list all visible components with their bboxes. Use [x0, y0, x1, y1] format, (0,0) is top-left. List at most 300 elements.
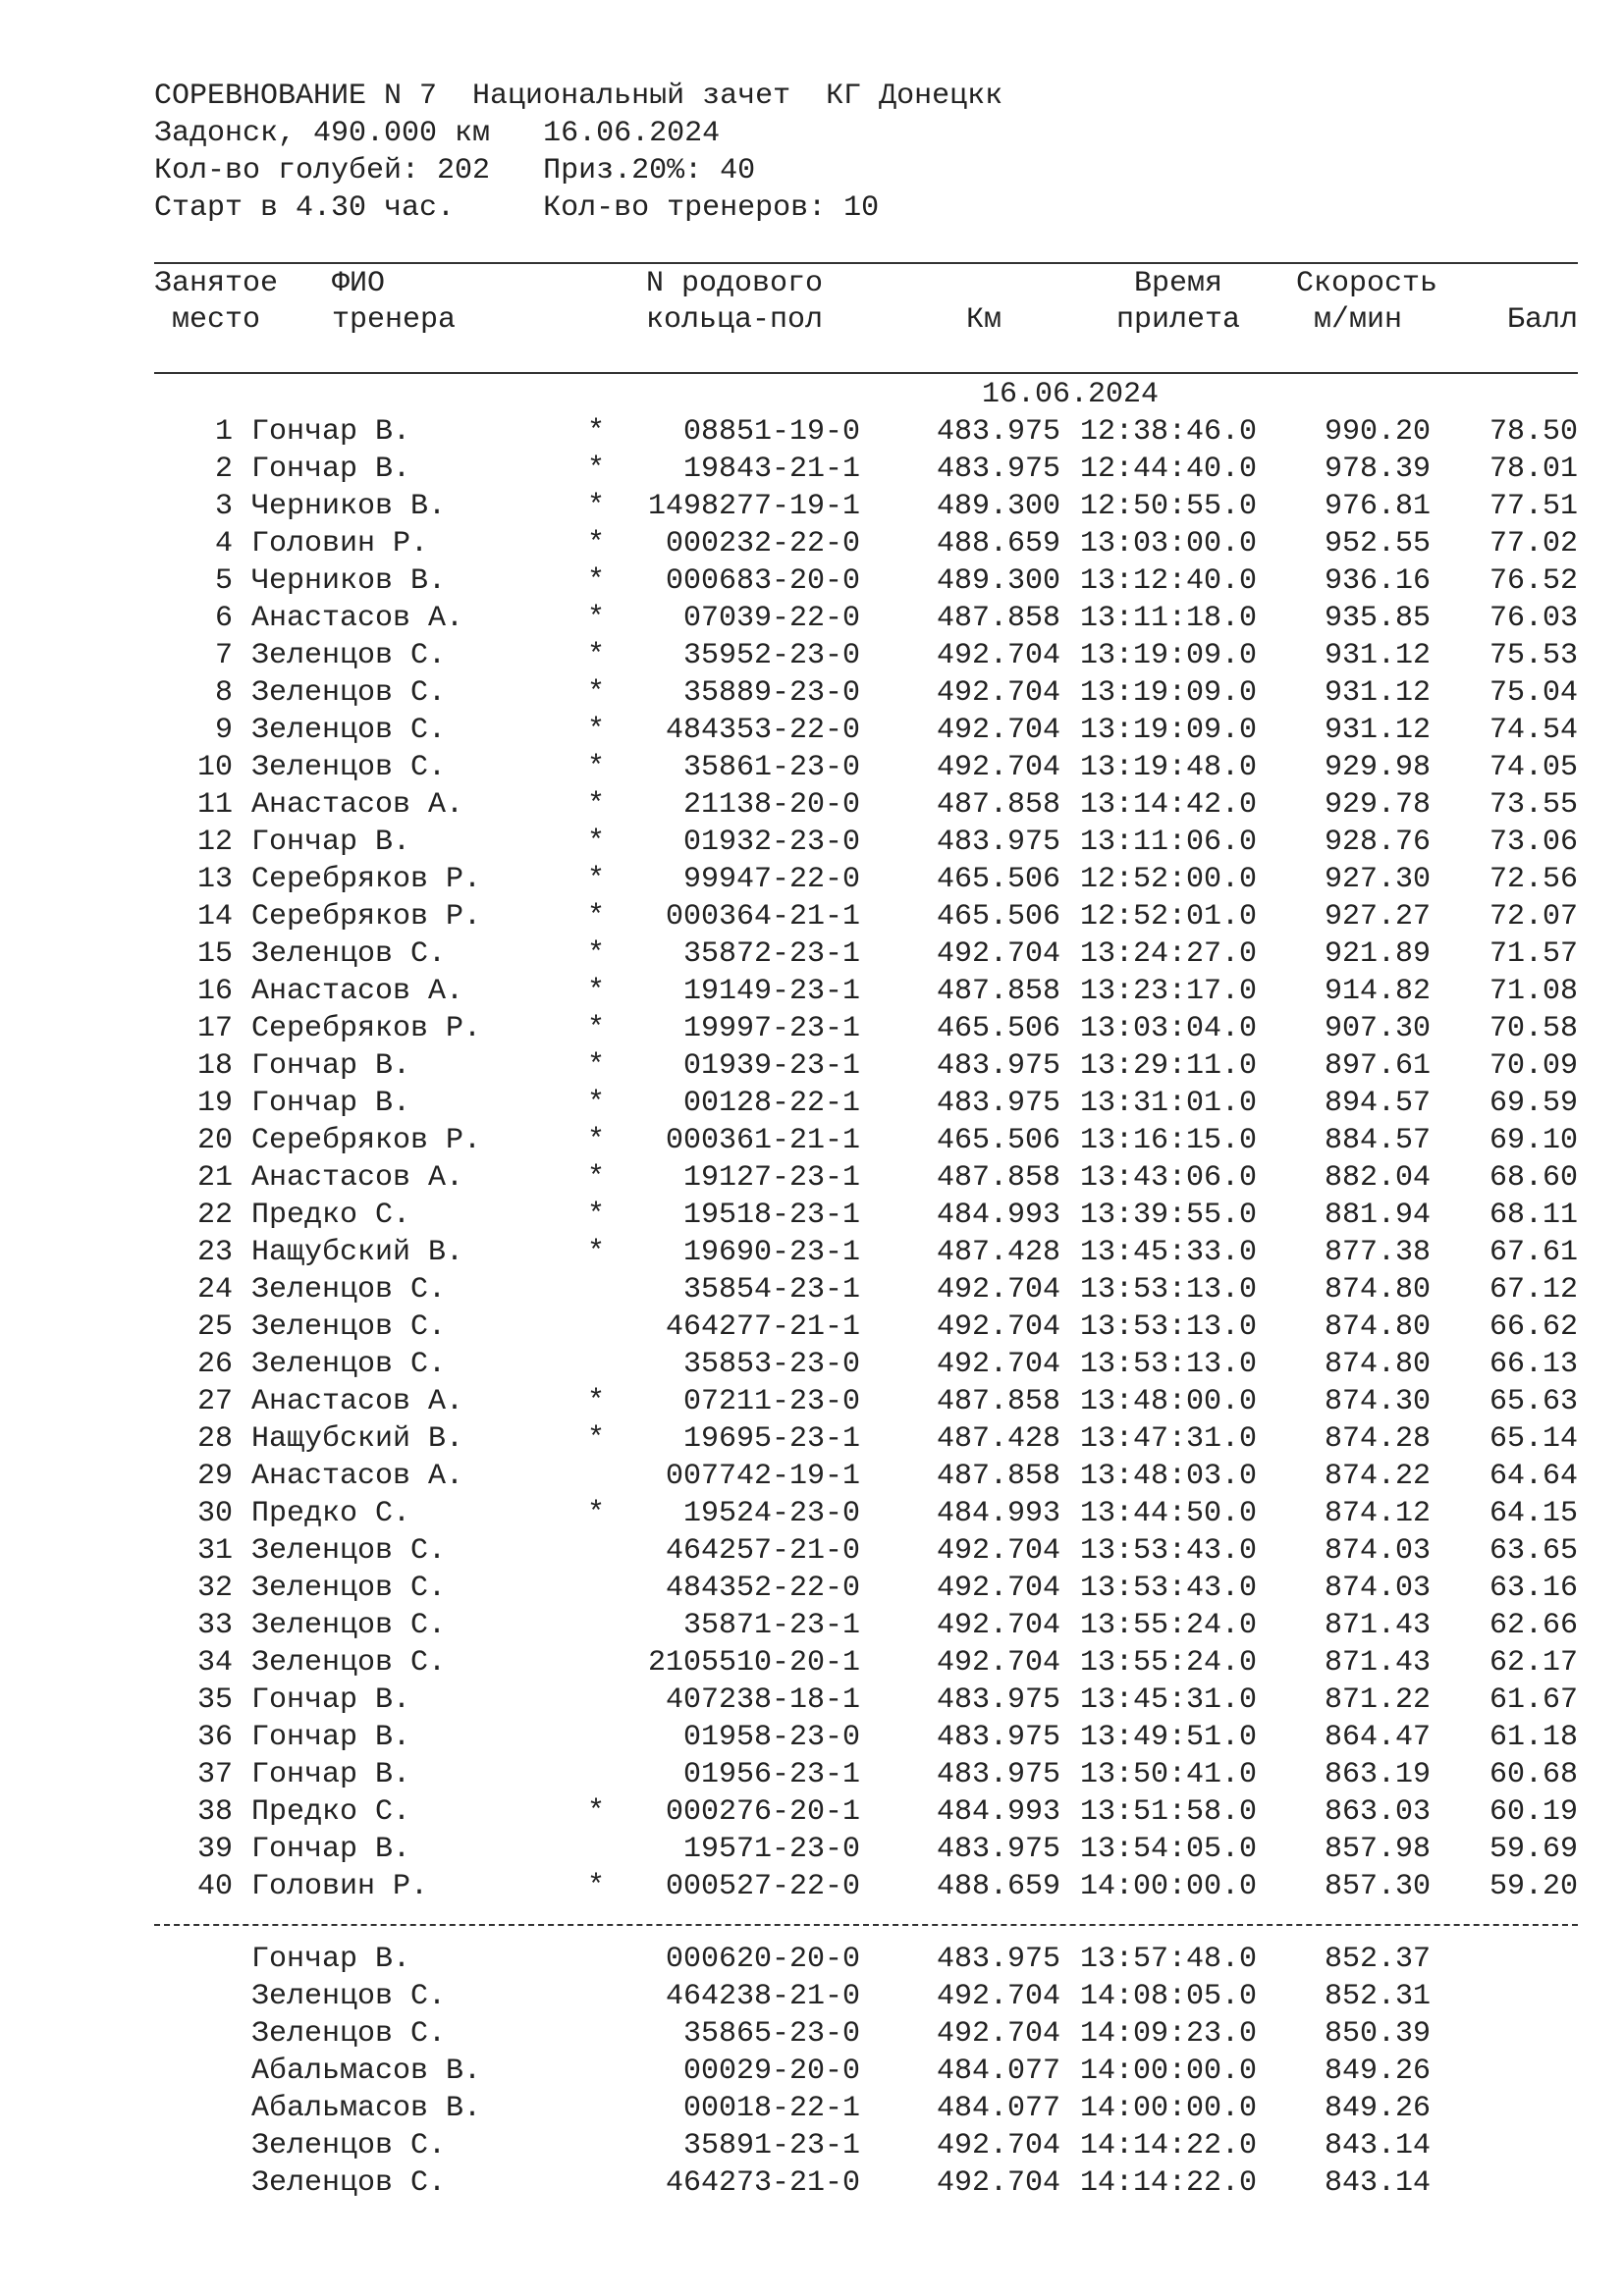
- cell-km: 492.704: [936, 1534, 1060, 1568]
- cell-time: 14:08:05.0: [1080, 1980, 1258, 2013]
- cell-ring: 35861-23-0: [682, 751, 860, 784]
- header-counts: Кол-во голубей: 202 Приз.20%: 40: [154, 154, 756, 187]
- cell-time: 13:31:01.0: [1080, 1087, 1258, 1120]
- cell-km: 487.858: [936, 975, 1060, 1008]
- cell-mark: *: [587, 1236, 606, 1269]
- cell-place: 25: [196, 1310, 233, 1344]
- cell-ring: 01939-23-1: [682, 1049, 860, 1083]
- cell-km: 483.975: [936, 1833, 1060, 1866]
- cell-km: 492.704: [936, 2166, 1060, 2200]
- cell-score: 63.65: [1489, 1534, 1578, 1568]
- cell-name: Серебряков Р.: [251, 900, 482, 934]
- cell-km: 488.659: [936, 527, 1060, 561]
- cell-name: Предко С.: [251, 1199, 411, 1232]
- cell-ring: 464238-21-0: [665, 1980, 860, 2013]
- cell-ring: 464273-21-0: [665, 2166, 860, 2200]
- cell-speed: 852.31: [1324, 1980, 1431, 2013]
- cell-place: 18: [196, 1049, 233, 1083]
- cell-name: Зеленцов С.: [251, 1310, 447, 1344]
- cell-time: 13:11:18.0: [1080, 602, 1258, 635]
- cell-time: 12:52:01.0: [1080, 900, 1258, 934]
- cell-speed: 936.16: [1324, 564, 1431, 598]
- cell-time: 13:54:05.0: [1080, 1833, 1258, 1866]
- cell-ring: 19997-23-1: [682, 1012, 860, 1045]
- cell-speed: 849.26: [1324, 2092, 1431, 2125]
- cell-km: 492.704: [936, 639, 1060, 672]
- cell-name: Предко С.: [251, 1497, 411, 1530]
- cell-mark: *: [587, 714, 606, 747]
- cell-speed: 931.12: [1324, 714, 1431, 747]
- cell-name: Гончар В.: [251, 1758, 411, 1791]
- cell-name: Зеленцов С.: [251, 1534, 447, 1568]
- cell-score: 77.51: [1489, 490, 1578, 523]
- cell-place: 2: [214, 453, 233, 486]
- col-header-score: Балл: [1506, 303, 1578, 337]
- cell-ring: 00128-22-1: [682, 1087, 860, 1120]
- cell-ring: 19149-23-1: [682, 975, 860, 1008]
- cell-place: 21: [196, 1161, 233, 1195]
- cell-place: 17: [196, 1012, 233, 1045]
- cell-km: 483.975: [936, 1049, 1060, 1083]
- cell-ring: 99947-22-0: [682, 863, 860, 896]
- col-header-place: Занятое место: [154, 267, 279, 337]
- cell-mark: *: [587, 1049, 606, 1083]
- cell-time: 13:57:48.0: [1080, 1943, 1258, 1976]
- table-top-rule: [154, 262, 1578, 264]
- header-bottom-rule: [154, 372, 1578, 374]
- cell-name: Гончар В.: [251, 1683, 411, 1717]
- cell-place: 8: [214, 676, 233, 710]
- cell-place: 30: [196, 1497, 233, 1530]
- cell-time: 13:19:09.0: [1080, 714, 1258, 747]
- cell-ring: 19524-23-0: [682, 1497, 860, 1530]
- cell-score: 76.03: [1489, 602, 1578, 635]
- cell-name: Анастасов А.: [251, 1385, 464, 1418]
- cell-speed: 881.94: [1324, 1199, 1431, 1232]
- cell-speed: 864.47: [1324, 1721, 1431, 1754]
- cell-speed: 843.14: [1324, 2166, 1431, 2200]
- cell-time: 12:52:00.0: [1080, 863, 1258, 896]
- cell-time: 13:48:03.0: [1080, 1460, 1258, 1493]
- cell-km: 487.858: [936, 788, 1060, 822]
- cell-mark: *: [587, 639, 606, 672]
- cell-mark: *: [587, 751, 606, 784]
- cell-ring: 464257-21-0: [665, 1534, 860, 1568]
- cell-ring: 35865-23-0: [682, 2017, 860, 2051]
- cell-name: Головин Р.: [251, 527, 429, 561]
- cell-name: Анастасов А.: [251, 975, 464, 1008]
- cell-time: 13:55:24.0: [1080, 1646, 1258, 1680]
- cell-time: 14:00:00.0: [1080, 2055, 1258, 2088]
- cell-km: 484.077: [936, 2092, 1060, 2125]
- cell-km: 484.993: [936, 1199, 1060, 1232]
- cell-ring: 19127-23-1: [682, 1161, 860, 1195]
- cell-km: 492.704: [936, 1273, 1060, 1307]
- cell-time: 13:19:48.0: [1080, 751, 1258, 784]
- cell-km: 483.975: [936, 415, 1060, 449]
- cell-km: 483.975: [936, 1087, 1060, 1120]
- cell-score: 70.58: [1489, 1012, 1578, 1045]
- header-title: СОРЕВНОВАНИЕ N 7 Национальный зачет КГ Донецкк: [154, 80, 1003, 113]
- cell-time: 14:00:00.0: [1080, 1870, 1258, 1903]
- cell-place: 9: [214, 714, 233, 747]
- cell-speed: 871.22: [1324, 1683, 1431, 1717]
- cell-speed: 850.39: [1324, 2017, 1431, 2051]
- cell-score: 74.05: [1489, 751, 1578, 784]
- cell-ring: 19518-23-1: [682, 1199, 860, 1232]
- cell-km: 465.506: [936, 1124, 1060, 1157]
- cell-km: 489.300: [936, 564, 1060, 598]
- cell-mark: *: [587, 975, 606, 1008]
- cell-ring: 08851-19-0: [682, 415, 860, 449]
- cell-speed: 952.55: [1324, 527, 1431, 561]
- cell-ring: 000232-22-0: [665, 527, 860, 561]
- cell-time: 13:51:58.0: [1080, 1795, 1258, 1829]
- cell-km: 487.858: [936, 1385, 1060, 1418]
- cell-ring: 19695-23-1: [682, 1422, 860, 1456]
- cell-speed: 874.03: [1324, 1572, 1431, 1605]
- cell-name: Гончар В.: [251, 826, 411, 859]
- cell-ring: 000527-22-0: [665, 1870, 860, 1903]
- date-label: 16.06.2024: [982, 378, 1160, 411]
- cell-ring: 35952-23-0: [682, 639, 860, 672]
- cell-ring: 01932-23-0: [682, 826, 860, 859]
- cell-speed: 929.78: [1324, 788, 1431, 822]
- cell-score: 70.09: [1489, 1049, 1578, 1083]
- cell-mark: *: [587, 937, 606, 971]
- cell-mark: *: [587, 1012, 606, 1045]
- cell-time: 14:00:00.0: [1080, 2092, 1258, 2125]
- cell-speed: 914.82: [1324, 975, 1431, 1008]
- cell-mark: *: [587, 1385, 606, 1418]
- cell-name: Гончар В.: [251, 1943, 411, 1976]
- cell-mark: *: [587, 1087, 606, 1120]
- cell-place: 10: [196, 751, 233, 784]
- cell-ring: 35872-23-1: [682, 937, 860, 971]
- cell-time: 13:43:06.0: [1080, 1161, 1258, 1195]
- cell-place: 27: [196, 1385, 233, 1418]
- cell-speed: 921.89: [1324, 937, 1431, 971]
- cell-time: 13:11:06.0: [1080, 826, 1258, 859]
- cell-mark: *: [587, 602, 606, 635]
- cell-score: 68.60: [1489, 1161, 1578, 1195]
- cell-place: 3: [214, 490, 233, 523]
- cell-place: 28: [196, 1422, 233, 1456]
- cell-score: 68.11: [1489, 1199, 1578, 1232]
- cell-ring: 19690-23-1: [682, 1236, 860, 1269]
- cell-ring: 000276-20-1: [665, 1795, 860, 1829]
- cell-score: 66.13: [1489, 1348, 1578, 1381]
- cell-speed: 928.76: [1324, 826, 1431, 859]
- cell-place: 26: [196, 1348, 233, 1381]
- cell-km: 489.300: [936, 490, 1060, 523]
- cell-place: 23: [196, 1236, 233, 1269]
- cell-time: 13:03:00.0: [1080, 527, 1258, 561]
- cell-mark: *: [587, 415, 606, 449]
- cell-time: 13:39:55.0: [1080, 1199, 1258, 1232]
- cell-km: 484.993: [936, 1795, 1060, 1829]
- cell-km: 483.975: [936, 1683, 1060, 1717]
- cell-score: 60.19: [1489, 1795, 1578, 1829]
- cell-km: 487.858: [936, 1460, 1060, 1493]
- cell-speed: 874.12: [1324, 1497, 1431, 1530]
- cell-ring: 35854-23-1: [682, 1273, 860, 1307]
- cell-time: 13:55:24.0: [1080, 1609, 1258, 1642]
- cell-name: Нащубский В.: [251, 1236, 464, 1269]
- cell-mark: *: [587, 564, 606, 598]
- cell-km: 483.975: [936, 1758, 1060, 1791]
- cell-place: 6: [214, 602, 233, 635]
- cell-ring: 464277-21-1: [665, 1310, 860, 1344]
- cell-km: 487.858: [936, 602, 1060, 635]
- cell-km: 484.077: [936, 2055, 1060, 2088]
- cell-speed: 852.37: [1324, 1943, 1431, 1976]
- cell-time: 13:53:13.0: [1080, 1348, 1258, 1381]
- cell-km: 492.704: [936, 751, 1060, 784]
- cell-mark: *: [587, 900, 606, 934]
- cell-name: Гончар В.: [251, 1721, 411, 1754]
- cell-score: 63.16: [1489, 1572, 1578, 1605]
- cell-km: 492.704: [936, 1646, 1060, 1680]
- cell-speed: 849.26: [1324, 2055, 1431, 2088]
- cell-score: 59.69: [1489, 1833, 1578, 1866]
- cell-score: 73.06: [1489, 826, 1578, 859]
- cell-score: 75.04: [1489, 676, 1578, 710]
- cell-time: 14:14:22.0: [1080, 2166, 1258, 2200]
- cell-ring: 000620-20-0: [665, 1943, 860, 1976]
- cell-name: Серебряков Р.: [251, 863, 482, 896]
- cell-ring: 407238-18-1: [665, 1683, 860, 1717]
- cell-score: 71.08: [1489, 975, 1578, 1008]
- cell-name: Нащубский В.: [251, 1422, 464, 1456]
- cell-name: Анастасов А.: [251, 1161, 464, 1195]
- cell-km: 483.975: [936, 826, 1060, 859]
- cell-score: 71.57: [1489, 937, 1578, 971]
- cell-mark: *: [587, 527, 606, 561]
- cell-place: 11: [196, 788, 233, 822]
- cell-ring: 07039-22-0: [682, 602, 860, 635]
- cell-name: Зеленцов С.: [251, 1572, 447, 1605]
- cell-place: 29: [196, 1460, 233, 1493]
- cell-km: 465.506: [936, 863, 1060, 896]
- cell-time: 13:45:33.0: [1080, 1236, 1258, 1269]
- cell-mark: *: [587, 453, 606, 486]
- cell-place: 31: [196, 1534, 233, 1568]
- cell-km: 492.704: [936, 1310, 1060, 1344]
- cell-ring: 19843-21-1: [682, 453, 860, 486]
- cell-place: 7: [214, 639, 233, 672]
- cell-speed: 857.30: [1324, 1870, 1431, 1903]
- cell-name: Гончар В.: [251, 1087, 411, 1120]
- cell-name: Черников В.: [251, 490, 447, 523]
- cell-speed: 874.80: [1324, 1348, 1431, 1381]
- cell-name: Серебряков Р.: [251, 1012, 482, 1045]
- cell-mark: *: [587, 788, 606, 822]
- cell-speed: 877.38: [1324, 1236, 1431, 1269]
- cell-km: 487.428: [936, 1236, 1060, 1269]
- cell-time: 13:53:43.0: [1080, 1534, 1258, 1568]
- cell-km: 492.704: [936, 676, 1060, 710]
- cell-ring: 00018-22-1: [682, 2092, 860, 2125]
- cell-mark: *: [587, 1795, 606, 1829]
- cell-name: Зеленцов С.: [251, 1646, 447, 1680]
- cell-speed: 863.03: [1324, 1795, 1431, 1829]
- cell-ring: 01956-23-1: [682, 1758, 860, 1791]
- col-header-time: Время прилета: [1115, 267, 1241, 337]
- cell-time: 13:49:51.0: [1080, 1721, 1258, 1754]
- cell-score: 72.07: [1489, 900, 1578, 934]
- cell-score: 69.59: [1489, 1087, 1578, 1120]
- cell-name: Зеленцов С.: [251, 2166, 447, 2200]
- cell-km: 492.704: [936, 1348, 1060, 1381]
- cell-time: 13:53:13.0: [1080, 1273, 1258, 1307]
- cell-name: Зеленцов С.: [251, 714, 447, 747]
- cell-km: 492.704: [936, 1980, 1060, 2013]
- cell-score: 77.02: [1489, 527, 1578, 561]
- cell-km: 492.704: [936, 1572, 1060, 1605]
- cell-speed: 874.80: [1324, 1273, 1431, 1307]
- cell-place: 36: [196, 1721, 233, 1754]
- cell-mark: *: [587, 1161, 606, 1195]
- cell-score: 65.63: [1489, 1385, 1578, 1418]
- cell-time: 14:14:22.0: [1080, 2129, 1258, 2163]
- cell-speed: 978.39: [1324, 453, 1431, 486]
- cell-speed: 990.20: [1324, 415, 1431, 449]
- cell-place: 4: [214, 527, 233, 561]
- cell-score: 78.50: [1489, 415, 1578, 449]
- cell-name: Анастасов А.: [251, 602, 464, 635]
- cell-name: Зеленцов С.: [251, 1273, 447, 1307]
- cell-ring: 35889-23-0: [682, 676, 860, 710]
- cell-place: 32: [196, 1572, 233, 1605]
- cell-speed: 931.12: [1324, 639, 1431, 672]
- cell-speed: 874.80: [1324, 1310, 1431, 1344]
- cell-speed: 897.61: [1324, 1049, 1431, 1083]
- cell-ring: 35871-23-1: [682, 1609, 860, 1642]
- cell-speed: 927.27: [1324, 900, 1431, 934]
- cell-ring: 1498277-19-1: [647, 490, 860, 523]
- cell-score: 62.17: [1489, 1646, 1578, 1680]
- cell-time: 12:38:46.0: [1080, 415, 1258, 449]
- cell-ring: 01958-23-0: [682, 1721, 860, 1754]
- cell-speed: 935.85: [1324, 602, 1431, 635]
- cell-place: 12: [196, 826, 233, 859]
- cell-place: 38: [196, 1795, 233, 1829]
- cell-km: 492.704: [936, 937, 1060, 971]
- cell-km: 487.428: [936, 1422, 1060, 1456]
- cell-time: 13:03:04.0: [1080, 1012, 1258, 1045]
- cell-km: 465.506: [936, 1012, 1060, 1045]
- cell-time: 13:53:43.0: [1080, 1572, 1258, 1605]
- cell-score: 65.14: [1489, 1422, 1578, 1456]
- cell-speed: 874.03: [1324, 1534, 1431, 1568]
- cell-speed: 874.22: [1324, 1460, 1431, 1493]
- cell-time: 13:45:31.0: [1080, 1683, 1258, 1717]
- cell-score: 75.53: [1489, 639, 1578, 672]
- cell-place: 39: [196, 1833, 233, 1866]
- cell-time: 13:16:15.0: [1080, 1124, 1258, 1157]
- cell-name: Предко С.: [251, 1795, 411, 1829]
- prize-cutoff-rule: [154, 1924, 1578, 1926]
- cell-time: 13:19:09.0: [1080, 676, 1258, 710]
- cell-km: 488.659: [936, 1870, 1060, 1903]
- cell-name: Абальмасов В.: [251, 2055, 482, 2088]
- cell-speed: 927.30: [1324, 863, 1431, 896]
- cell-ring: 07211-23-0: [682, 1385, 860, 1418]
- cell-name: Анастасов А.: [251, 788, 464, 822]
- cell-time: 13:23:17.0: [1080, 975, 1258, 1008]
- cell-speed: 882.04: [1324, 1161, 1431, 1195]
- cell-speed: 907.30: [1324, 1012, 1431, 1045]
- cell-score: 78.01: [1489, 453, 1578, 486]
- cell-name: Гончар В.: [251, 1049, 411, 1083]
- cell-km: 465.506: [936, 900, 1060, 934]
- cell-km: 492.704: [936, 714, 1060, 747]
- cell-time: 13:29:11.0: [1080, 1049, 1258, 1083]
- cell-place: 14: [196, 900, 233, 934]
- cell-place: 20: [196, 1124, 233, 1157]
- cell-time: 12:50:55.0: [1080, 490, 1258, 523]
- cell-ring: 000361-21-1: [665, 1124, 860, 1157]
- cell-km: 483.975: [936, 1721, 1060, 1754]
- cell-time: 13:48:00.0: [1080, 1385, 1258, 1418]
- cell-km: 487.858: [936, 1161, 1060, 1195]
- cell-ring: 000683-20-0: [665, 564, 860, 598]
- cell-speed: 871.43: [1324, 1609, 1431, 1642]
- cell-time: 14:09:23.0: [1080, 2017, 1258, 2051]
- cell-place: 37: [196, 1758, 233, 1791]
- cell-time: 13:14:42.0: [1080, 788, 1258, 822]
- cell-mark: *: [587, 863, 606, 896]
- cell-name: Зеленцов С.: [251, 676, 447, 710]
- cell-name: Зеленцов С.: [251, 639, 447, 672]
- cell-time: 13:44:50.0: [1080, 1497, 1258, 1530]
- cell-ring: 00029-20-0: [682, 2055, 860, 2088]
- cell-score: 67.61: [1489, 1236, 1578, 1269]
- cell-time: 13:47:31.0: [1080, 1422, 1258, 1456]
- cell-time: 12:44:40.0: [1080, 453, 1258, 486]
- cell-place: 16: [196, 975, 233, 1008]
- cell-speed: 929.98: [1324, 751, 1431, 784]
- cell-name: Зеленцов С.: [251, 1348, 447, 1381]
- cell-mark: *: [587, 490, 606, 523]
- col-header-name: ФИО тренера: [332, 267, 457, 337]
- cell-score: 59.20: [1489, 1870, 1578, 1903]
- cell-mark: *: [587, 676, 606, 710]
- cell-place: 22: [196, 1199, 233, 1232]
- cell-mark: *: [587, 1124, 606, 1157]
- cell-place: 35: [196, 1683, 233, 1717]
- cell-ring: 35853-23-0: [682, 1348, 860, 1381]
- cell-mark: *: [587, 1497, 606, 1530]
- cell-score: 67.12: [1489, 1273, 1578, 1307]
- cell-place: 19: [196, 1087, 233, 1120]
- cell-place: 1: [214, 415, 233, 449]
- cell-place: 33: [196, 1609, 233, 1642]
- header-location-date: Задонск, 490.000 км 16.06.2024: [154, 117, 721, 150]
- cell-place: 24: [196, 1273, 233, 1307]
- cell-time: 13:24:27.0: [1080, 937, 1258, 971]
- cell-km: 492.704: [936, 2129, 1060, 2163]
- cell-name: Зеленцов С.: [251, 1980, 447, 2013]
- cell-name: Зеленцов С.: [251, 2129, 447, 2163]
- cell-name: Зеленцов С.: [251, 751, 447, 784]
- cell-score: 76.52: [1489, 564, 1578, 598]
- cell-speed: 976.81: [1324, 490, 1431, 523]
- cell-name: Серебряков Р.: [251, 1124, 482, 1157]
- cell-place: 34: [196, 1646, 233, 1680]
- cell-name: Зеленцов С.: [251, 2017, 447, 2051]
